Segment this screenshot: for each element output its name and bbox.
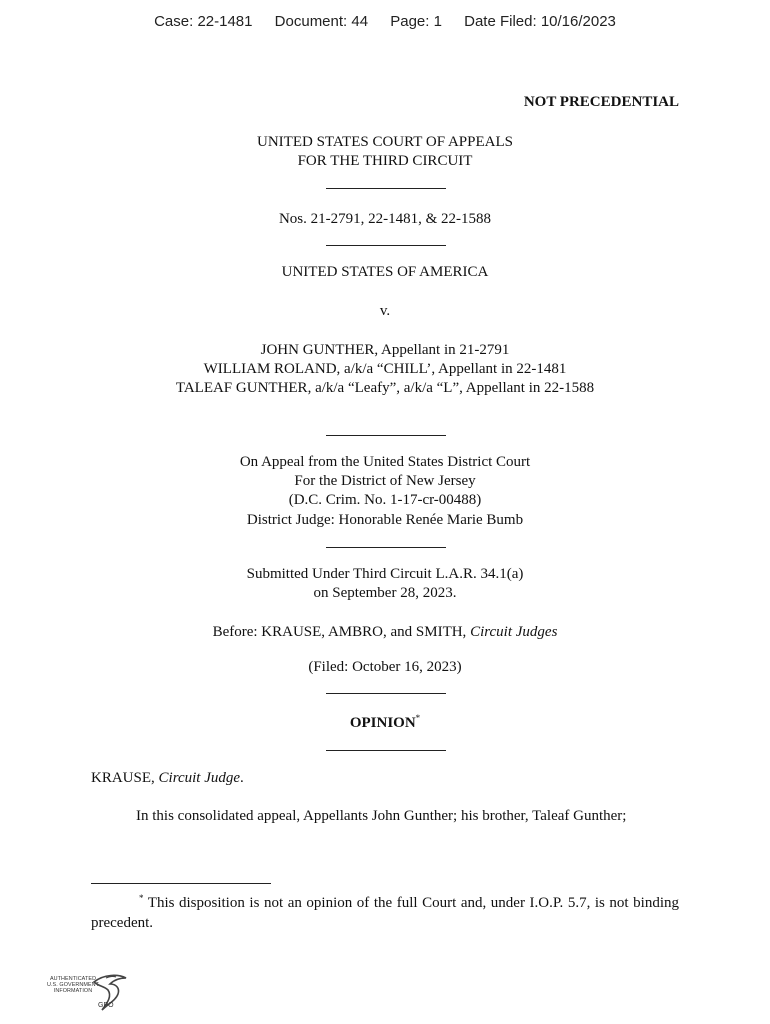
author-title: Circuit Judge bbox=[158, 770, 241, 786]
separator-rule bbox=[326, 750, 446, 751]
body-paragraph: In this consolidated appeal, Appellants John Gunther; his brother, Taleaf Gunther; bbox=[136, 808, 627, 824]
gpo-mark: GPO bbox=[98, 1002, 114, 1009]
gpo-logo-line: U.S. GOVERNMENT bbox=[46, 982, 100, 988]
panel-judges bbox=[0, 623, 770, 643]
gpo-authentication-logo bbox=[44, 970, 134, 1018]
page-number-stamp: Page: 1 bbox=[390, 13, 442, 30]
opinion-heading bbox=[0, 714, 770, 734]
author-period: . bbox=[240, 770, 244, 786]
footnote-text: This disposition is not an opinion of the full Court and, under I.O.P. 5.7, is not binding precedent. bbox=[91, 895, 679, 931]
footnote bbox=[91, 893, 679, 933]
date-filed-stamp: Date Filed: 10/16/2023 bbox=[464, 13, 616, 30]
separator-rule bbox=[326, 245, 446, 246]
header-stamp bbox=[0, 13, 770, 30]
footnote-separator bbox=[91, 883, 271, 884]
submitted-line-1: Submitted Under Third Circuit L.A.R. 34.1(a) bbox=[246, 566, 524, 582]
plaintiff-name: UNITED STATES OF AMERICA bbox=[281, 264, 489, 280]
case-number-stamp: Case: 22-1481 bbox=[154, 13, 253, 30]
filed-date: (Filed: October 16, 2023) bbox=[308, 659, 462, 675]
defendant-line: TALEAF GUNTHER, a/k/a “Leafy”, a/k/a “L”, Appellant in 22-1588 bbox=[175, 380, 595, 396]
court-name-line-1: UNITED STATES COURT OF APPEALS bbox=[257, 134, 513, 150]
appeal-line-2: For the District of New Jersey bbox=[294, 473, 476, 489]
separator-rule bbox=[326, 693, 446, 694]
opinion-footnote-marker: * bbox=[415, 713, 421, 723]
panel-judges-text: Before: KRAUSE, AMBRO, and SMITH, bbox=[212, 624, 471, 640]
document-number-stamp: Document: 44 bbox=[274, 13, 369, 30]
footnote-marker: * bbox=[139, 893, 144, 903]
appeal-line-1: On Appeal from the United States District Court bbox=[239, 454, 531, 470]
case-numbers: Nos. 21-2791, 22-1481, & 22-1588 bbox=[278, 211, 492, 227]
appeal-line-3: (D.C. Crim. No. 1-17-cr-00488) bbox=[288, 492, 482, 508]
panel-judges-title: Circuit Judges bbox=[470, 624, 558, 640]
opinion-author bbox=[91, 769, 244, 789]
not-precedential-label: NOT PRECEDENTIAL bbox=[523, 94, 679, 110]
eagle-icon bbox=[86, 970, 132, 1016]
court-name-line-2: FOR THE THIRD CIRCUIT bbox=[297, 153, 473, 169]
defendant-line: WILLIAM ROLAND, a/k/a “CHILL’, Appellant in 22-1481 bbox=[203, 361, 567, 377]
defendant-line: JOHN GUNTHER, Appellant in 21-2791 bbox=[260, 342, 510, 358]
gpo-logo-line: INFORMATION bbox=[53, 988, 93, 994]
district-judge-line: District Judge: Honorable Renée Marie Bumb bbox=[246, 512, 524, 528]
author-name: KRAUSE, bbox=[91, 770, 159, 786]
separator-rule bbox=[326, 188, 446, 189]
separator-rule bbox=[326, 435, 446, 436]
gpo-logo-line: AUTHENTICATED bbox=[49, 976, 97, 982]
opinion-title: OPINION bbox=[349, 715, 416, 731]
versus-label: v. bbox=[379, 303, 391, 319]
submitted-line-2: on September 28, 2023. bbox=[313, 585, 457, 601]
separator-rule bbox=[326, 547, 446, 548]
